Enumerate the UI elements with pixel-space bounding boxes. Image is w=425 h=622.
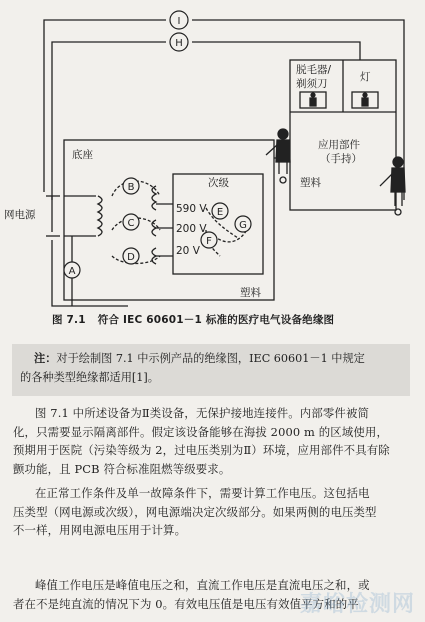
handheld-figure-razor-icon [310, 93, 316, 106]
secondary-coil-3 [152, 248, 156, 264]
primary-coil [98, 196, 102, 236]
label-secondary: 次级 [208, 177, 229, 189]
note-box [12, 344, 410, 396]
person-right-icon [380, 157, 405, 215]
label-applied-part-2: （手持） [320, 153, 362, 165]
insulation-circle-i [170, 11, 188, 29]
paragraph-2 [13, 484, 413, 540]
label-plastic-bottom: 塑料 [240, 287, 261, 299]
figure-caption [52, 312, 334, 327]
paragraph-2-line: 压类型（网电源或次级），网电源端决定次级部分。如果两侧的电压类型 [13, 504, 377, 519]
label-razor-2: 剃须刀 [296, 78, 328, 90]
svg-text:H: H [175, 38, 183, 49]
insulation-circle-g [235, 216, 251, 232]
note-label: 注： [34, 352, 57, 365]
note-line-1: 对于绘制图 7.1 中示例产品的绝缘图，IEC 60601－1 中规定 [56, 352, 365, 365]
insulation-circle-a [64, 262, 80, 278]
insulation-circle-d [123, 248, 139, 264]
svg-text:A: A [68, 266, 76, 277]
insulation-diagram [0, 0, 425, 310]
paragraph-1-line: 化，只需要显示隔离部件。假定该设备能够在海拔 2000 m 的区域使用， [13, 424, 388, 439]
watermark: 嘉峪检测网 [299, 592, 415, 617]
handheld-figure-lamp-icon [362, 93, 368, 106]
figure-title: 符合 IEC 60601－1 标准的医疗电气设备绝缘图 [97, 314, 335, 326]
svg-text:C: C [127, 218, 135, 229]
paragraph-1 [13, 404, 413, 478]
svg-text:B: B [127, 182, 135, 193]
insulation-circle-e [212, 203, 228, 219]
wire-i-left [44, 20, 166, 192]
figure-number: 图 7.1 [52, 314, 86, 326]
label-plastic-right: 塑料 [300, 177, 321, 189]
paragraph-3-line: 峰值工作电压是峰值电压之和，直流工作电压是直流电压之和，或 [35, 578, 370, 592]
person-left-icon [266, 129, 290, 183]
label-590v: 590 V [176, 203, 207, 215]
label-mains: 网电源 [4, 209, 36, 221]
paragraph-1-line: 颤功能，且 PCB 符合标准阻燃等级要求。 [13, 461, 231, 476]
svg-text:E: E [216, 207, 224, 218]
paragraph-2-line: 不一样，用网电源电压用于计算。 [13, 523, 187, 538]
label-applied-part-1: 应用部件 [318, 139, 360, 151]
svg-text:F: F [206, 236, 212, 247]
wire-i-right [192, 20, 404, 200]
insulation-circle-h [170, 33, 188, 51]
label-lamp: 灯 [360, 71, 371, 83]
label-200v: 200 V [176, 223, 207, 235]
paragraph-3-line: 者在不是纯直流的情况下为 0。有效电压值是电压有效值平方和的平 [13, 596, 359, 611]
svg-text:I: I [177, 16, 181, 27]
insulation-circle-c [123, 214, 139, 230]
svg-text:D: D [127, 252, 135, 263]
label-base: 底座 [72, 149, 93, 161]
wire-h-right [192, 42, 360, 60]
svg-text:G: G [239, 220, 247, 231]
label-razor-1: 脱毛器/ [296, 64, 332, 76]
wire-h-left [52, 42, 166, 200]
note-line-2: 的各种类型绝缘都适用[1]。 [20, 371, 159, 384]
label-20v: 20 V [176, 245, 200, 257]
paragraph-1-line: 图 7.1 中所述设备为Ⅱ类设备，无保护接地连接件。内部零件被简 [35, 406, 370, 420]
paragraph-1-line: 预期用于医院（污染等级为 2，过电压类别为Ⅱ）环境，应用部件不具有除 [13, 443, 390, 458]
insulation-circle-b [123, 178, 139, 194]
paragraph-2-line: 在正常工作条件及单一故障条件下，需要计算工作电压。这包括电 [35, 486, 370, 500]
